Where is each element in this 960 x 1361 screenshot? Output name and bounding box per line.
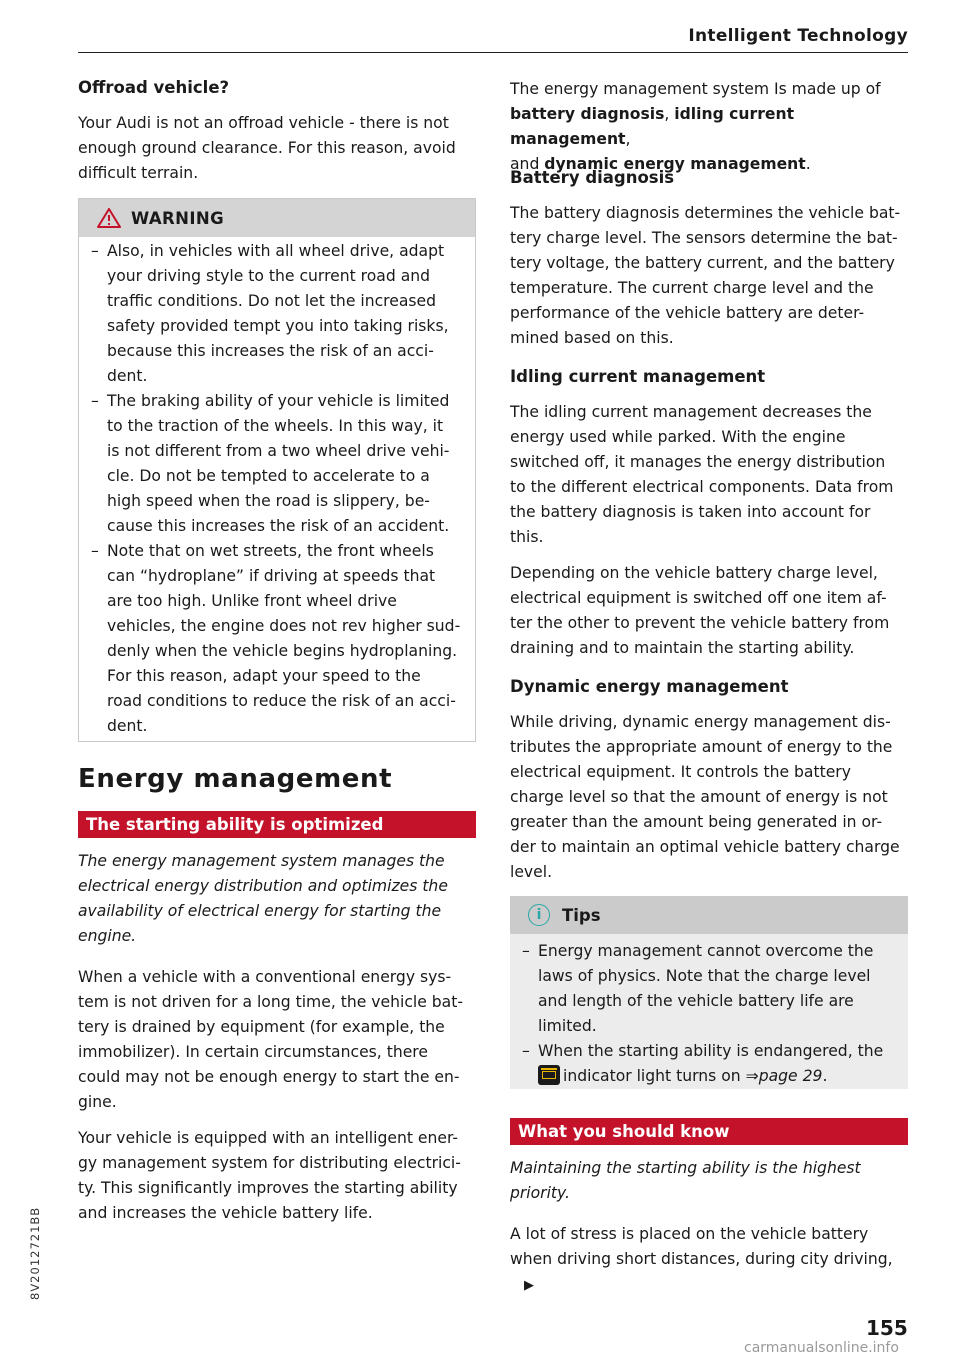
page-header-title: Intelligent Technology bbox=[688, 26, 908, 46]
header-rule bbox=[78, 52, 908, 53]
tips-bullet: – When the starting ability is endangered, the indicator light turns on ⇒page 29. bbox=[510, 1039, 908, 1089]
paragraph-intelligent: Your vehicle is equipped with an intelligent ener- gy management system for distributing electrici- ty. This significantly improves the starting ability and increases the vehicle battery life. bbox=[78, 1129, 461, 1222]
warning-header bbox=[79, 199, 475, 237]
warning-title: WARNING bbox=[131, 208, 225, 228]
battery-indicator-icon bbox=[538, 1065, 560, 1085]
paragraph-conventional: When a vehicle with a conventional energy sys- tem is not driven for a long time, the vehicle bat- tery is drained by equipment (for example, the immobilizer). In certain circumstances, there could may not be enough energy to start the en- gine. bbox=[78, 968, 463, 1111]
section-title: Energy management bbox=[78, 764, 393, 794]
arrow-right-icon: ⇒ bbox=[745, 1067, 759, 1085]
warning-bullet: – Note that on wet streets, the front wheels can “hydroplane” if driving at speeds that are too high. Unlike front wheel drive vehicles, the engine does not rev higher sud- denly when the vehicle begins hydroplaning. For this reason, adapt your speed to the road conditions to reduce the risk of an acci- dent. bbox=[79, 539, 475, 739]
dynamic-paragraph: While driving, dynamic energy management dis- tributes the appropriate amount of energy to the electrical equipment. It controls the battery charge level so that the amount of energy is not greater than the amount being generated in or- der to maintain an optimal vehicle battery charge level. bbox=[510, 713, 900, 881]
info-icon: i bbox=[528, 904, 550, 926]
watermark: carmanualsonline.info bbox=[744, 1340, 899, 1356]
page-reference-link[interactable]: ⇒page 29 bbox=[745, 1067, 823, 1085]
warning-bullets bbox=[79, 239, 475, 739]
stress-paragraph: A lot of stress is placed on the vehicle battery when driving short distances, during city driving,▶ bbox=[510, 1222, 908, 1298]
warning-bullet: – Also, in vehicles with all wheel drive, adapt your driving style to the current road and traffic conditions. Do not let the increased safety provided tempt you into taking risks, because this increases the risk of an acci- dent. bbox=[79, 239, 475, 389]
tips-box bbox=[510, 896, 908, 1089]
warning-box bbox=[78, 198, 476, 742]
document-code: 8V2012721BB bbox=[28, 1206, 42, 1300]
battery-diagnosis-paragraph: The battery diagnosis determines the vehicle bat- tery charge level. The sensors determine the bat- tery voltage, the battery current, and the battery temperature. The current charge level and the performance of the vehicle battery are deter- mined based on this. bbox=[510, 204, 901, 347]
idling-paragraph: The idling current management decreases the energy used while parked. With the engine switched off, it manages the energy distribution to the different electrical components. Data from the battery diagnosis is taken into account for this. bbox=[510, 403, 894, 546]
offroad-heading: Offroad vehicle? bbox=[78, 78, 230, 97]
warning-bullet: – The braking ability of your vehicle is limited to the traction of the wheels. In this way, it is not different from a two wheel drive vehi- cle. Do not be tempted to accelerate to a high speed when the road is slippery, be- cause this increases the risk of an accident. bbox=[79, 389, 475, 539]
red-section-bar: The starting ability is optimized bbox=[78, 811, 476, 838]
offroad-paragraph: Your Audi is not an offroad vehicle - there is not enough ground clearance. For this reason, avoid difficult terrain. bbox=[78, 114, 456, 182]
dynamic-heading: Dynamic energy management bbox=[510, 677, 789, 696]
know-italic: Maintaining the starting ability is the highest priority. bbox=[510, 1159, 861, 1202]
battery-diagnosis-heading: Battery diagnosis bbox=[510, 168, 675, 187]
continue-arrow-icon: ▶ bbox=[524, 1278, 534, 1293]
tips-title: Tips bbox=[562, 905, 601, 925]
warning-triangle-icon bbox=[97, 208, 121, 228]
right-intro: The energy management system Is made up of battery diagnosis, idling current management, and dynamic energy management. bbox=[510, 80, 881, 173]
depending-paragraph: Depending on the vehicle battery charge level, electrical equipment is switched off one item af- ter the other to prevent the vehicle battery from draining and to maintain the starting ability. bbox=[510, 564, 890, 657]
intro-italic: The energy management system manages the electrical energy distribution and optimizes the availability of electrical energy for starting the engine. bbox=[78, 852, 448, 945]
page-number: 155 bbox=[866, 1316, 908, 1340]
tips-header bbox=[510, 896, 908, 934]
red-section-bar-know: What you should know bbox=[510, 1118, 908, 1145]
tips-bullets bbox=[510, 939, 908, 1089]
idling-heading: Idling current management bbox=[510, 367, 766, 386]
tips-bullet: – Energy management cannot overcome the laws of physics. Note that the charge level and length of the vehicle battery life are limited. bbox=[510, 939, 908, 1039]
